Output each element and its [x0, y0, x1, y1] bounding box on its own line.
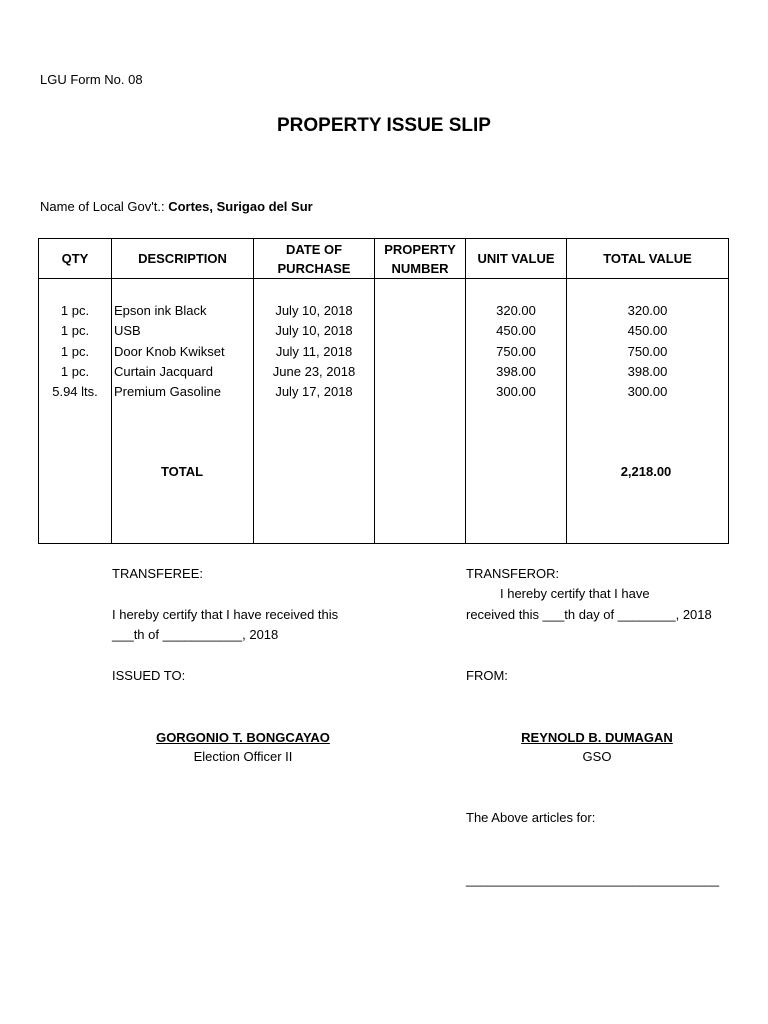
table-cell-total-value: 398.00	[627, 363, 668, 379]
table-cell-property-number	[375, 321, 465, 341]
transferor-position: GSO	[582, 749, 612, 764]
items-table	[38, 238, 729, 544]
description-column	[112, 279, 254, 544]
table-cell-unit-value: 320.00	[496, 303, 536, 318]
transferor-name: REYNOLD B. DUMAGAN	[521, 730, 673, 745]
table-cell-description: Door Knob Kwikset	[114, 343, 225, 359]
transferor-heading: TRANSFEROR:	[466, 566, 560, 581]
transferee-position: Election Officer II	[193, 749, 293, 764]
table-header-row	[39, 239, 729, 279]
articles-label: The Above articles for:	[466, 810, 596, 825]
transferee-name: GORGONIO T. BONGCAYAO	[156, 730, 330, 745]
header-property-number	[375, 239, 466, 279]
articles-blank-line: ___________________________________	[466, 872, 720, 887]
table-body	[39, 279, 729, 544]
table-cell-property-number	[375, 382, 465, 402]
table-cell-qty: 1 pc.	[60, 323, 90, 339]
header-unit-value: UNIT VALUE	[466, 239, 567, 279]
property-number-column	[375, 279, 466, 544]
page-title: PROPERTY ISSUE SLIP	[277, 115, 491, 136]
table-cell-date: July 10, 2018	[275, 303, 353, 318]
transferee-heading: TRANSFEREE:	[112, 566, 204, 581]
table-cell-date: July 17, 2018	[275, 384, 353, 400]
table-cell-description: USB	[114, 323, 141, 339]
header-date-line1: DATE OF	[285, 241, 343, 257]
table-cell-total-value: 450.00	[627, 323, 668, 339]
table-cell-date: July 10, 2018	[275, 323, 353, 339]
transferee-certify-line1: I hereby certify that I have received this	[112, 607, 339, 622]
table-cell-date: July 11, 2018	[275, 343, 353, 359]
header-property-line2: NUMBER	[391, 260, 449, 276]
local-gov-line	[40, 199, 313, 215]
header-total-value: TOTAL VALUE	[567, 239, 729, 279]
table-cell-qty: 1 pc.	[60, 363, 90, 379]
qty-column	[39, 279, 112, 544]
header-property-line1: PROPERTY	[384, 241, 456, 257]
total-value-column	[567, 279, 729, 544]
issued-to-label: ISSUED TO:	[112, 668, 186, 683]
transferee-certify-line2: ___th of ___________, 2018	[112, 627, 279, 642]
table-cell-unit-value: 398.00	[496, 363, 536, 379]
table-cell-property-number	[375, 301, 465, 321]
local-gov-label: Name of Local Gov't.:	[40, 199, 165, 214]
table-cell-total-value: 320.00	[627, 303, 668, 318]
table-cell-total-value: 750.00	[627, 343, 668, 359]
total-value: 2,218.00	[620, 464, 672, 479]
table-cell-unit-value: 300.00	[496, 384, 536, 400]
table-cell-date: June 23, 2018	[272, 363, 356, 379]
table-cell-qty: 1 pc.	[60, 303, 90, 318]
table-cell-qty: 5.94 lts.	[52, 384, 98, 400]
header-description: DESCRIPTION	[112, 239, 254, 279]
header-date-line2: PURCHASE	[277, 260, 351, 276]
table-cell-description: Curtain Jacquard	[114, 363, 213, 379]
table-cell-qty: 1 pc.	[60, 343, 90, 359]
table-cell-total-value: 300.00	[627, 384, 668, 400]
table-cell-unit-value: 450.00	[496, 323, 536, 339]
transferor-certify-line2: received this ___th day of ________, 2018	[466, 607, 712, 622]
table-cell-unit-value: 750.00	[496, 343, 536, 359]
header-date-of-purchase	[254, 239, 375, 279]
from-label: FROM:	[466, 668, 508, 683]
date-column	[254, 279, 375, 544]
header-qty: QTY	[39, 239, 112, 279]
total-label: TOTAL	[160, 464, 204, 479]
table-cell-property-number	[375, 362, 465, 382]
table-cell-property-number	[375, 342, 465, 362]
local-gov-value: Cortes, Surigao del Sur	[168, 199, 313, 214]
table-cell-description: Premium Gasoline	[114, 384, 221, 400]
transferor-certify-line1: I hereby certify that I have	[500, 586, 650, 601]
table-cell-description: Epson ink Black	[114, 303, 207, 318]
unit-value-column	[466, 279, 567, 544]
form-number: LGU Form No. 08	[40, 72, 143, 87]
